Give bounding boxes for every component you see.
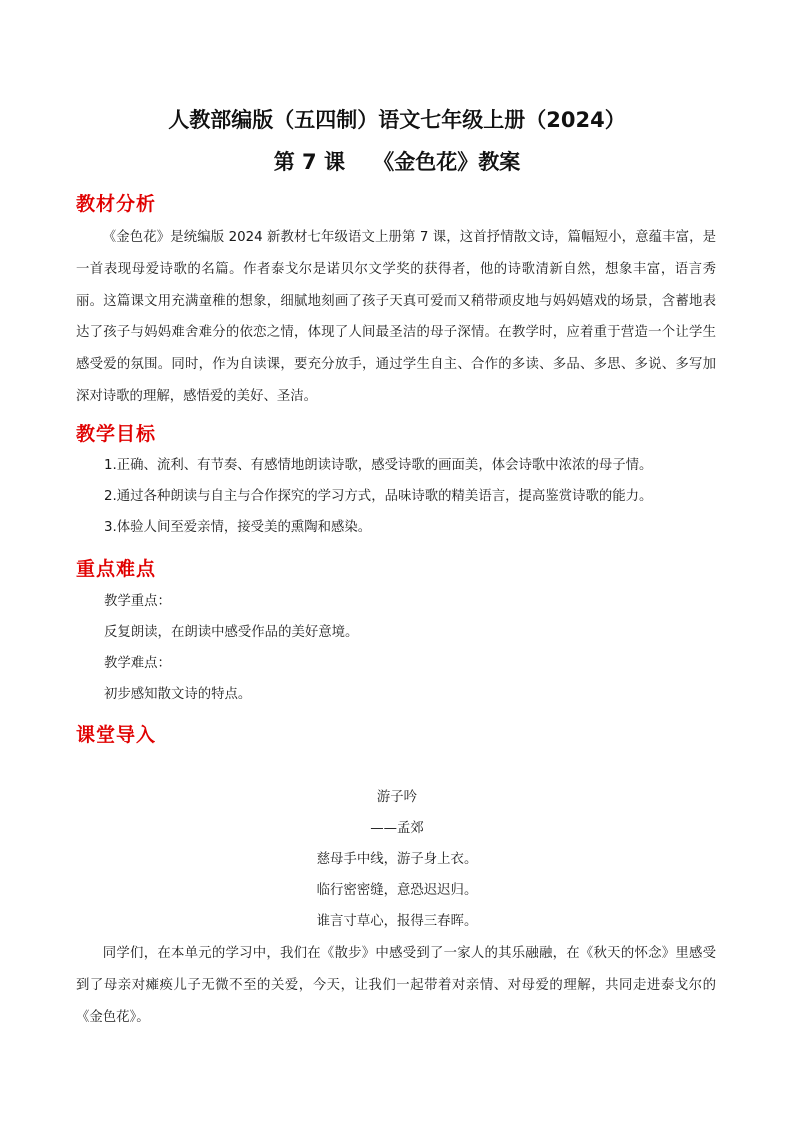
poem-title: 游子吟 [376, 790, 418, 805]
document-title-line1: 人教部编版（五四制）语文七年级上册（2024） [168, 108, 626, 132]
goal-item-1: 1.正确、流利、有节奏、有感情地朗读诗歌，感受诗歌的画面美，体会诗歌中浓浓的母子情。 [104, 458, 653, 473]
section-heading-keypoints: 重点难点 [76, 558, 157, 580]
poem-author: ——孟郊 [370, 821, 424, 836]
poem-line-1: 慈母手中线，游子身上衣。 [316, 852, 478, 867]
focus-text: 反复朗读，在朗读中感受作品的美好意境。 [104, 625, 359, 640]
poem-line-2: 临行密密缝，意恐迟迟归。 [316, 883, 478, 898]
goal-item-3: 3.体验人间至爱亲情，接受美的熏陶和感染。 [104, 520, 372, 535]
poem-line-3: 谁言寸草心，报得三春晖。 [316, 914, 478, 929]
difficulty-label: 教学难点： [104, 656, 171, 671]
section-heading-goals: 教学目标 [76, 423, 157, 445]
section-heading-intro: 课堂导入 [76, 724, 157, 746]
goal-item-2: 2.通过各种朗读与自主与合作探究的学习方式，品味诗歌的精美语言，提高鉴赏诗歌的能力。 [104, 489, 653, 504]
intro-paragraph: 同学们，在本单元的学习中，我们在《散步》中感受到了一家人的其乐融融，在《秋天的怀念》里感受到了母亲对瘫痪儿子无微不至的关爱，今天，让我们一起带着对亲情、对母爱的理解，共同走进泰戈尔的《金色花》。 [76, 946, 716, 1025]
document-title-line2: 第 7 课 《金色花》教案 [273, 150, 521, 174]
analysis-paragraph: 《金色花》是统编版 2024 新教材七年级语文上册第 7 课，这首抒情散文诗，篇幅短小，意蕴丰富，是一首表现母爱诗歌的名篇。作者泰戈尔是诺贝尔文学奖的获得者，他的诗歌清新自然，想象丰富，语言秀丽。这篇课文用充满童稚的想象，细腻地刻画了孩子天真可爱而又稍带顽皮地与妈妈嬉戏的场景，含蓄地表达了孩子与妈妈难舍难分的依恋之情，体现了人间最圣洁的母子深情。在教学时，应着重于营造一个让学生感受爱的氛围。同时，作为自读课，要充分放手，通过学生自主、合作的多读、多品、多思、多说、多写加深对诗歌的理解，感悟爱的美好、圣洁。 [76, 230, 716, 404]
focus-label: 教学重点： [104, 594, 171, 609]
section-heading-analysis: 教材分析 [76, 193, 157, 215]
difficulty-text: 初步感知散文诗的特点。 [104, 687, 252, 702]
